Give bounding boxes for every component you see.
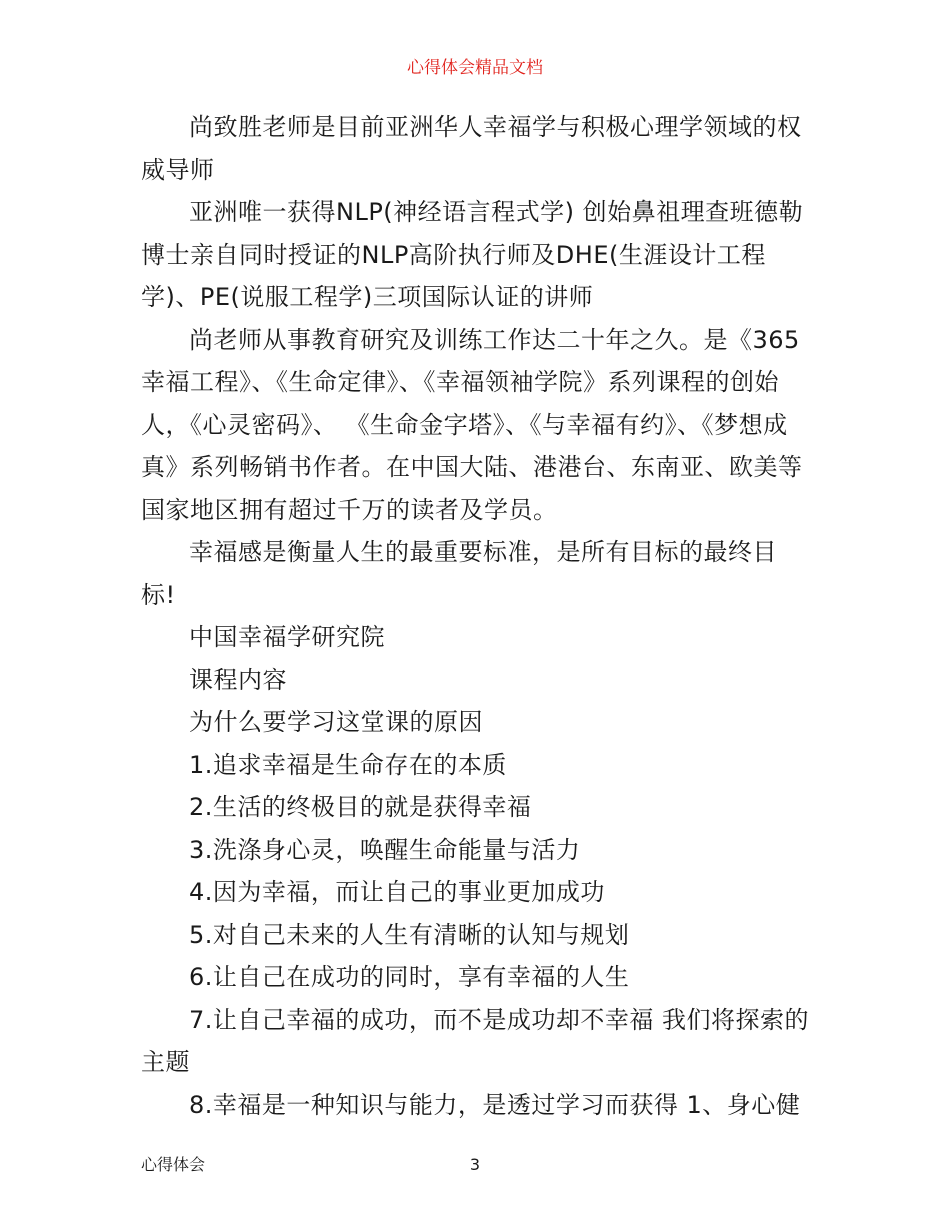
- footer-label: 心得体会: [141, 1155, 206, 1174]
- paragraph: 亚洲唯一获得NLP(神经语言程式学) 创始鼻祖理查班德勒博士亲自同时授证的NLP高阶执行师及DHE(生涯设计工程学)、PE(说服工程学)三项国际认证的讲师: [141, 198, 804, 311]
- page-number: 3: [469, 1155, 481, 1174]
- list-item: 7.让自己幸福的成功，而不是成功却不幸福 我们将探索的主题: [141, 1005, 810, 1076]
- page-header-title: 心得体会精品文档: [407, 58, 543, 78]
- list-item: 4.因为幸福，而让自己的事业更加成功: [189, 878, 605, 906]
- list-item: 3.洗涤身心灵，唤醒生命能量与活力: [189, 835, 581, 864]
- list-item: 5.对自己未来的人生有清晰的认知与规划: [189, 920, 630, 949]
- paragraph: 为什么要学习这堂课的原因: [189, 708, 483, 736]
- paragraph: 幸福感是衡量人生的最重要标准，是所有目标的最终目标!: [141, 538, 777, 609]
- paragraph: 尚老师从事教育研究及训练工作达二十年之久。是《365幸福工程》、《生命定律》、《幸福领袖学院》系列课程的创始人，《心灵密码》、 《生命金字塔》、《与幸福有约》、《梦想成真》系列畅销书作者。在中国大陆、港港台、东南亚、欧美等国家地区拥有超过千万的读者及学员。: [141, 325, 803, 524]
- paragraph: 中国幸福学研究院: [189, 623, 385, 651]
- document-body: [141, 106, 811, 1126]
- paragraph: 尚致胜老师是目前亚洲华人幸福学与积极心理学领域的权威导师: [141, 113, 802, 184]
- list-item: 8.幸福是一种知识与能力，是透过学习而获得 1、身心健: [189, 1090, 801, 1119]
- list-item: 1.追求幸福是生命存在的本质: [189, 750, 507, 779]
- list-item: 2.生活的终极目的就是获得幸福: [189, 793, 532, 821]
- paragraph: 课程内容: [189, 665, 287, 694]
- list-item: 6.让自己在成功的同时，享有幸福的人生: [189, 963, 630, 991]
